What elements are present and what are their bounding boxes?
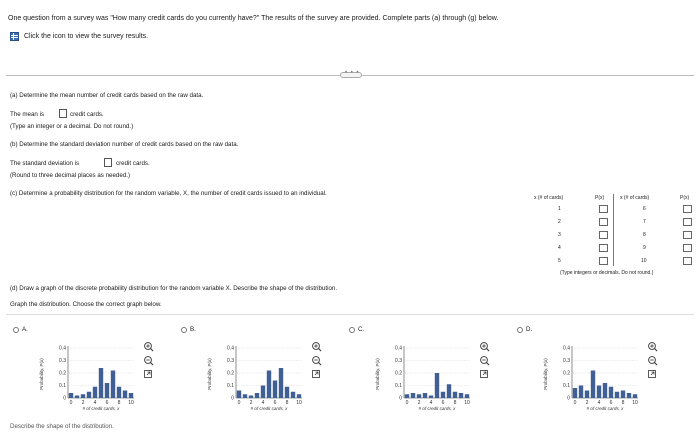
bar-x-3 (255, 393, 259, 398)
x-tick-label: 10 (128, 400, 134, 406)
x-tick-label: 8 (117, 400, 121, 406)
table-x-value: 4 (558, 245, 561, 251)
x-tick-label: 10 (464, 400, 470, 406)
table-header-x-left: x (# of cards) (534, 195, 564, 201)
expand-icon (649, 371, 656, 378)
x-tick-label: 2 (81, 400, 85, 406)
table-separator (613, 194, 614, 266)
bar-x-1 (243, 394, 247, 398)
mean-input[interactable] (59, 109, 67, 118)
part-b-note: (Round to three decimal places as needed.) (10, 172, 131, 179)
bar-x-0 (237, 391, 241, 399)
x-tick-label: 4 (597, 400, 601, 406)
table-x-value: 6 (643, 206, 646, 212)
x-tick-label: 10 (632, 400, 638, 406)
table-x-value: 8 (643, 232, 646, 238)
part-b-prefix: The standard deviation is (10, 160, 80, 167)
option-label: D. (526, 326, 533, 333)
table-header-p-left: P(x) (595, 195, 605, 201)
bar-x-6 (441, 392, 445, 398)
table-note: (Type integers or decimals. Do not round.) (560, 270, 654, 276)
bar-x-8 (453, 392, 457, 398)
y-axis-label: Probability, P(x) (39, 358, 44, 390)
x-axis-label: # of credit cards, x (418, 406, 456, 411)
y-tick-label: 0.3 (563, 358, 570, 364)
x-tick-label: 4 (93, 400, 97, 406)
probability-input[interactable] (683, 205, 692, 213)
x-axis-label: # of credit cards, x (82, 406, 120, 411)
std-dev-input[interactable] (104, 158, 112, 167)
survey-table-icon[interactable] (10, 32, 19, 41)
part-a-suffix: credit cards. (70, 111, 104, 118)
part-b-heading: (b) Determine the standard deviation number of credit cards based on the raw data. (10, 141, 239, 148)
zoom-out-icon (313, 357, 321, 365)
graph-option[interactable] (374, 338, 524, 420)
options-divider (6, 314, 694, 315)
y-axis-label: Probability, P(x) (207, 358, 212, 390)
table-x-value: 3 (558, 232, 561, 238)
bar-x-8 (285, 387, 289, 398)
y-tick-label: 0.1 (395, 383, 402, 389)
bar-x-8 (621, 391, 625, 399)
survey-link[interactable]: Click the icon to view the survey results. (24, 33, 149, 40)
bar-x-2 (81, 394, 85, 398)
bar-x-3 (87, 392, 91, 398)
table-x-value: 1 (558, 206, 561, 212)
table-x-value: 10 (641, 258, 647, 264)
y-tick-label: 0.2 (227, 370, 234, 377)
bar-x-4 (429, 396, 433, 399)
y-axis-label: Probability, P(x) (375, 358, 380, 390)
probability-input[interactable] (599, 244, 608, 252)
y-tick-label: 0.2 (395, 370, 402, 377)
table-header-p-right: P(x) (680, 195, 690, 201)
bar-x-9 (291, 392, 295, 398)
bar-x-9 (627, 393, 631, 398)
part-a-heading: (a) Determine the mean number of credit cards based on the raw data. (10, 92, 204, 99)
zoom-out-icon (145, 357, 153, 365)
option-label: B. (190, 326, 196, 333)
part-a-note: (Type an integer or a decimal. Do not round.) (10, 123, 134, 130)
x-tick-label: 6 (441, 400, 445, 406)
x-tick-label: 0 (573, 400, 577, 406)
zoom-out-icon (481, 357, 489, 365)
bar-x-2 (585, 391, 589, 399)
bar-x-0 (405, 394, 409, 398)
y-tick-label: 0.3 (59, 358, 66, 364)
option-radio[interactable] (181, 327, 187, 333)
bar-x-4 (261, 386, 265, 399)
part-d-heading: (d) Draw a graph of the discrete probability distribution for the random variable X. Describe the shape of the distribution. (10, 285, 338, 292)
x-tick-label: 6 (609, 400, 613, 406)
x-tick-label: 8 (453, 400, 457, 406)
bar-x-5 (267, 371, 271, 399)
y-tick-label: 0.4 (227, 345, 234, 352)
table-x-value: 5 (558, 258, 561, 264)
question-text: One question from a survey was "How many credit cards do you currently have?" The results of the survey are provided. Complete parts (a) through (g) below. (8, 15, 499, 22)
option-label: C. (358, 326, 365, 333)
bar-x-10 (633, 394, 637, 398)
zoom-in-icon (145, 343, 153, 351)
bar-x-1 (579, 386, 583, 399)
bar-x-7 (279, 368, 283, 398)
bar-x-6 (105, 383, 109, 398)
probability-input[interactable] (683, 231, 692, 239)
expand-icon (481, 371, 488, 378)
probability-input[interactable] (599, 231, 608, 239)
graph-option[interactable] (206, 338, 356, 420)
y-tick-label: 0 (399, 395, 402, 402)
x-tick-label: 6 (273, 400, 277, 406)
bar-x-2 (417, 394, 421, 398)
x-tick-label: 2 (249, 400, 253, 406)
bar-x-4 (93, 387, 97, 398)
y-tick-label: 0.3 (227, 358, 234, 364)
part-b-suffix: credit cards. (116, 160, 150, 167)
y-tick-label: 0.1 (59, 383, 66, 389)
y-tick-label: 0 (63, 395, 66, 402)
y-tick-label: 0 (567, 395, 570, 402)
expand-icon (313, 371, 320, 378)
y-tick-label: 0.4 (59, 345, 66, 352)
probability-input[interactable] (599, 218, 608, 226)
x-tick-label: 0 (69, 400, 73, 406)
x-tick-label: 8 (621, 400, 625, 406)
bar-x-3 (591, 371, 595, 399)
bar-x-7 (111, 371, 115, 399)
table-x-value: 2 (558, 219, 561, 225)
probability-input[interactable] (599, 257, 608, 265)
probability-input[interactable] (683, 257, 692, 265)
y-tick-label: 0.2 (59, 370, 66, 377)
footer-truncated: Describe the shape of the distribution. (10, 423, 114, 430)
y-tick-label: 0.4 (563, 345, 570, 352)
graph-option[interactable] (542, 338, 692, 420)
bar-x-2 (249, 396, 253, 399)
graph-option[interactable] (38, 338, 188, 420)
bar-x-8 (117, 387, 121, 398)
y-tick-label: 0.1 (563, 383, 570, 389)
x-tick-label: 2 (417, 400, 421, 406)
bar-x-10 (465, 394, 469, 398)
bar-x-10 (129, 393, 133, 398)
probability-input[interactable] (683, 244, 692, 252)
zoom-in-icon (313, 343, 321, 351)
x-tick-label: 4 (261, 400, 265, 406)
y-tick-label: 0.2 (563, 370, 570, 377)
divider-handle[interactable]: • • • (340, 72, 362, 78)
x-tick-label: 0 (405, 400, 409, 406)
bar-x-0 (573, 388, 577, 398)
table-x-value: 7 (643, 219, 646, 225)
y-tick-label: 0.1 (227, 383, 234, 389)
bar-x-6 (609, 387, 613, 398)
bar-x-5 (603, 383, 607, 398)
part-d-instruction: Graph the distribution. Choose the correct graph below. (10, 301, 162, 308)
bar-x-1 (75, 396, 79, 399)
x-axis-label: # of credit cards, x (586, 406, 624, 411)
expand-icon (145, 371, 152, 378)
y-tick-label: 0 (231, 395, 234, 402)
x-tick-label: 8 (285, 400, 289, 406)
table-x-value: 9 (643, 245, 646, 251)
y-tick-label: 0.3 (395, 358, 402, 364)
x-tick-label: 6 (105, 400, 109, 406)
part-a-prefix: The mean is (10, 111, 45, 118)
bar-x-3 (423, 393, 427, 398)
y-axis-label: Probability, P(x) (543, 358, 548, 390)
option-radio[interactable] (349, 327, 355, 333)
bar-x-0 (69, 393, 73, 398)
bar-x-5 (99, 368, 103, 398)
x-tick-label: 0 (237, 400, 241, 406)
bar-x-7 (447, 384, 451, 398)
bar-x-9 (459, 393, 463, 398)
part-c-heading: (c) Determine a probability distribution for the random variable, X, the number of credit cards issued to an individual. (10, 190, 327, 197)
probability-input[interactable] (599, 205, 608, 213)
option-radio[interactable] (517, 327, 523, 333)
x-tick-label: 10 (296, 400, 302, 406)
x-tick-label: 2 (585, 400, 589, 406)
y-tick-label: 0.4 (395, 345, 402, 352)
zoom-in-icon (649, 343, 657, 351)
bar-x-1 (411, 393, 415, 398)
probability-input[interactable] (683, 218, 692, 226)
option-radio[interactable] (13, 327, 19, 333)
bar-x-9 (123, 391, 127, 399)
bar-x-5 (435, 373, 439, 398)
bar-x-7 (615, 392, 619, 398)
option-label: A. (22, 326, 28, 333)
zoom-out-icon (649, 357, 657, 365)
bar-x-6 (273, 381, 277, 399)
x-tick-label: 4 (429, 400, 433, 406)
x-axis-label: # of credit cards, x (250, 406, 288, 411)
table-header-x-right: x (# of cards) (620, 195, 650, 201)
bar-x-4 (597, 386, 601, 399)
zoom-in-icon (481, 343, 489, 351)
bar-x-10 (297, 394, 301, 398)
